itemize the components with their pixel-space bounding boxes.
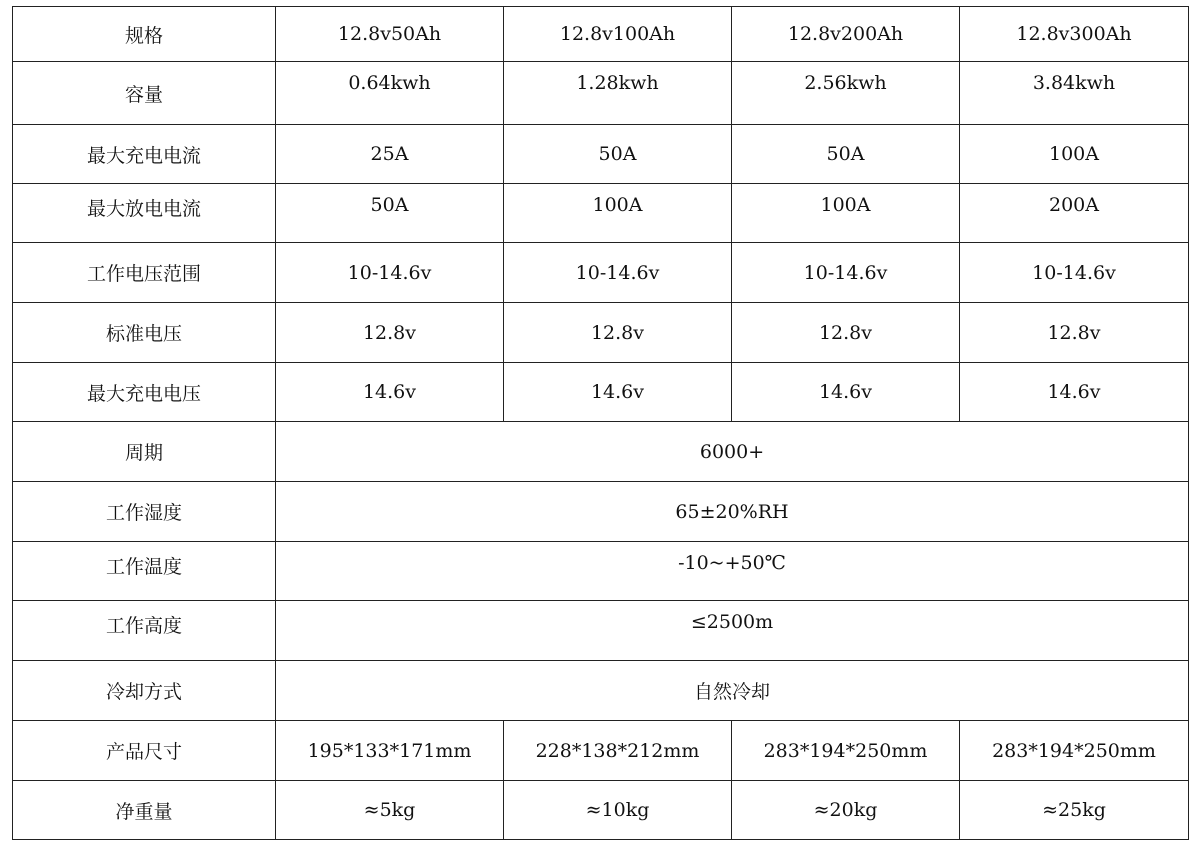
table-cell: 283*194*250mm (732, 721, 960, 781)
table-cell: 14.6v (276, 363, 504, 422)
table-cell: 自然冷却 (276, 661, 1189, 721)
table-cell: 50A (732, 125, 960, 184)
spec-table (12, 6, 1189, 840)
row-label: 工作电压范围 (13, 243, 276, 303)
table-cell: 200A (960, 184, 1189, 243)
spec-model-200ah: 12.8v200Ah (732, 7, 960, 62)
spec-model-50ah: 12.8v50Ah (276, 7, 504, 62)
table-cell: 100A (504, 184, 732, 243)
row-max-charge-current (13, 125, 1189, 184)
table-cell: ≈20kg (732, 781, 960, 840)
table-cell: ≈10kg (504, 781, 732, 840)
row-operating-altitude (13, 601, 1189, 661)
row-spec (13, 7, 1189, 62)
row-cooling-method (13, 661, 1189, 721)
row-operating-temperature (13, 542, 1189, 601)
row-max-charge-voltage (13, 363, 1189, 422)
row-label: 工作温度 (13, 542, 276, 601)
row-cycle-life (13, 422, 1189, 482)
table-cell: 12.8v (276, 303, 504, 363)
row-operating-humidity (13, 482, 1189, 542)
table-cell: 14.6v (504, 363, 732, 422)
row-label: 标准电压 (13, 303, 276, 363)
table-cell: ≤2500m (276, 601, 1189, 661)
table-cell: 50A (504, 125, 732, 184)
spec-model-100ah: 12.8v100Ah (504, 7, 732, 62)
table-cell: 50A (276, 184, 504, 243)
table-cell: 100A (960, 125, 1189, 184)
row-label: 产品尺寸 (13, 721, 276, 781)
table-cell: ≈5kg (276, 781, 504, 840)
row-label: 周期 (13, 422, 276, 482)
row-net-weight (13, 781, 1189, 840)
row-label: 最大充电电压 (13, 363, 276, 422)
table-cell: 14.6v (732, 363, 960, 422)
row-label: 净重量 (13, 781, 276, 840)
table-cell: 195*133*171mm (276, 721, 504, 781)
table-cell: 25A (276, 125, 504, 184)
row-voltage-range (13, 243, 1189, 303)
spec-model-300ah: 12.8v300Ah (960, 7, 1189, 62)
table-cell: -10~+50℃ (276, 542, 1189, 601)
table-cell: 10-14.6v (960, 243, 1189, 303)
table-cell: 12.8v (960, 303, 1189, 363)
row-nominal-voltage (13, 303, 1189, 363)
table-cell: 6000+ (276, 422, 1189, 482)
table-cell: 10-14.6v (504, 243, 732, 303)
row-max-discharge-current (13, 184, 1189, 243)
table-cell: 10-14.6v (732, 243, 960, 303)
table-cell: 283*194*250mm (960, 721, 1189, 781)
table-cell: 10-14.6v (276, 243, 504, 303)
table-cell: 1.28kwh (504, 62, 732, 125)
row-product-dimensions (13, 721, 1189, 781)
table-cell: 65±20%RH (276, 482, 1189, 542)
row-label: 最大充电电流 (13, 125, 276, 184)
table-cell: 12.8v (504, 303, 732, 363)
table-cell: 14.6v (960, 363, 1189, 422)
table-cell: 3.84kwh (960, 62, 1189, 125)
row-label: 最大放电电流 (13, 184, 276, 243)
row-label: 工作高度 (13, 601, 276, 661)
table-cell: 0.64kwh (276, 62, 504, 125)
table-cell: 12.8v (732, 303, 960, 363)
table-cell: ≈25kg (960, 781, 1189, 840)
row-label: 工作湿度 (13, 482, 276, 542)
table-cell: 100A (732, 184, 960, 243)
row-label: 规格 (13, 7, 276, 62)
row-label: 冷却方式 (13, 661, 276, 721)
table-cell: 2.56kwh (732, 62, 960, 125)
row-label: 容量 (13, 62, 276, 125)
table-cell: 228*138*212mm (504, 721, 732, 781)
row-capacity (13, 62, 1189, 125)
